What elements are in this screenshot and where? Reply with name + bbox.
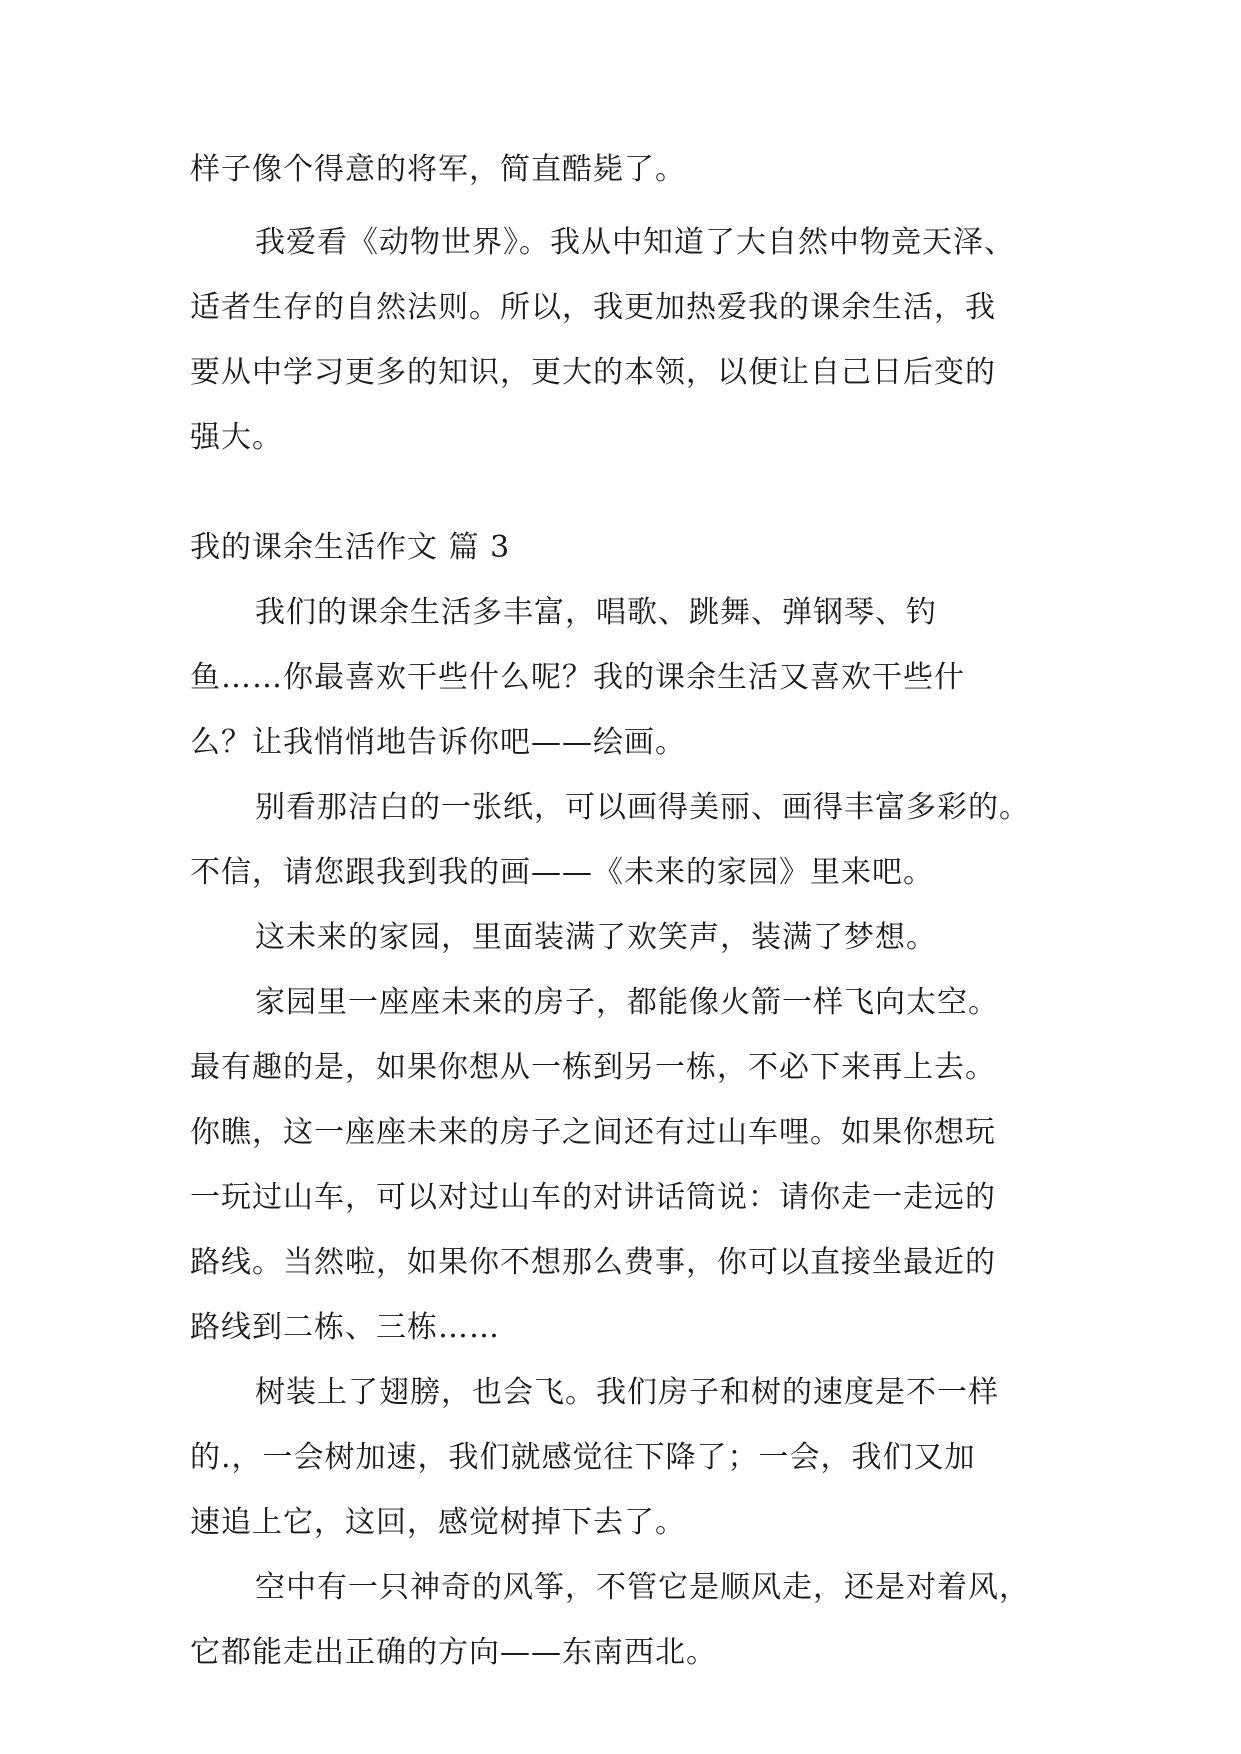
paragraph-line: 的.，一会树加速，我们就感觉往下降了；一会，我们又加 <box>190 1440 976 1475</box>
paragraph-line: 要从中学习更多的知识，更大的本领，以便让自己日后变的 <box>190 355 996 390</box>
paragraph-line: 别看那洁白的一张纸，可以画得美丽、画得丰富多彩的。 <box>255 790 1030 825</box>
paragraph-line: 速追上它，这回，感觉树掉下去了。 <box>190 1505 686 1540</box>
paragraph-line: 最有趣的是，如果你想从一栋到另一栋，不必下来再上去。 <box>190 1050 996 1085</box>
paragraph-line: 鱼……你最喜欢干些什么呢？我的课余生活又喜欢干些什 <box>190 660 965 695</box>
paragraph-line: 么？让我悄悄地告诉你吧——绘画。 <box>190 725 686 760</box>
paragraph-line: 我爱看《动物世界》。我从中知道了大自然中物竞天泽、 <box>255 225 1015 260</box>
paragraph-line: 适者生存的自然法则。所以，我更加热爱我的课余生活，我 <box>190 290 996 325</box>
paragraph-line: 路线到二栋、三栋…… <box>190 1310 500 1345</box>
section-heading: 我的课余生活作文 篇 3 <box>190 530 511 565</box>
paragraph-line: 这未来的家园，里面装满了欢笑声，装满了梦想。 <box>255 920 937 955</box>
paragraph-line: 我们的课余生活多丰富，唱歌、跳舞、弹钢琴、钓 <box>255 595 937 630</box>
paragraph-line: 一玩过山车，可以对过山车的对讲话筒说：请你走一走远的 <box>190 1180 996 1215</box>
paragraph-line: 树装上了翅膀，也会飞。我们房子和树的速度是不一样 <box>255 1375 999 1410</box>
paragraph-line: 强大。 <box>190 420 283 455</box>
paragraph-line: 它都能走出正确的方向——东南西北。 <box>190 1635 717 1670</box>
paragraph-line: 路线。当然啦，如果你不想那么费事，你可以直接坐最近的 <box>190 1245 996 1280</box>
paragraph-line: 你瞧，这一座座未来的房子之间还有过山车哩。如果你想玩 <box>190 1115 996 1150</box>
paragraph-line: 样子像个得意的将军，简直酷毙了。 <box>190 152 686 187</box>
paragraph-line: 家园里一座座未来的房子，都能像火箭一样飞向太空。 <box>255 985 999 1020</box>
paragraph-line: 不信，请您跟我到我的画——《未来的家园》里来吧。 <box>190 855 934 890</box>
paragraph-line: 空中有一只神奇的风筝，不管它是顺风走，还是对着风， <box>255 1570 1030 1605</box>
